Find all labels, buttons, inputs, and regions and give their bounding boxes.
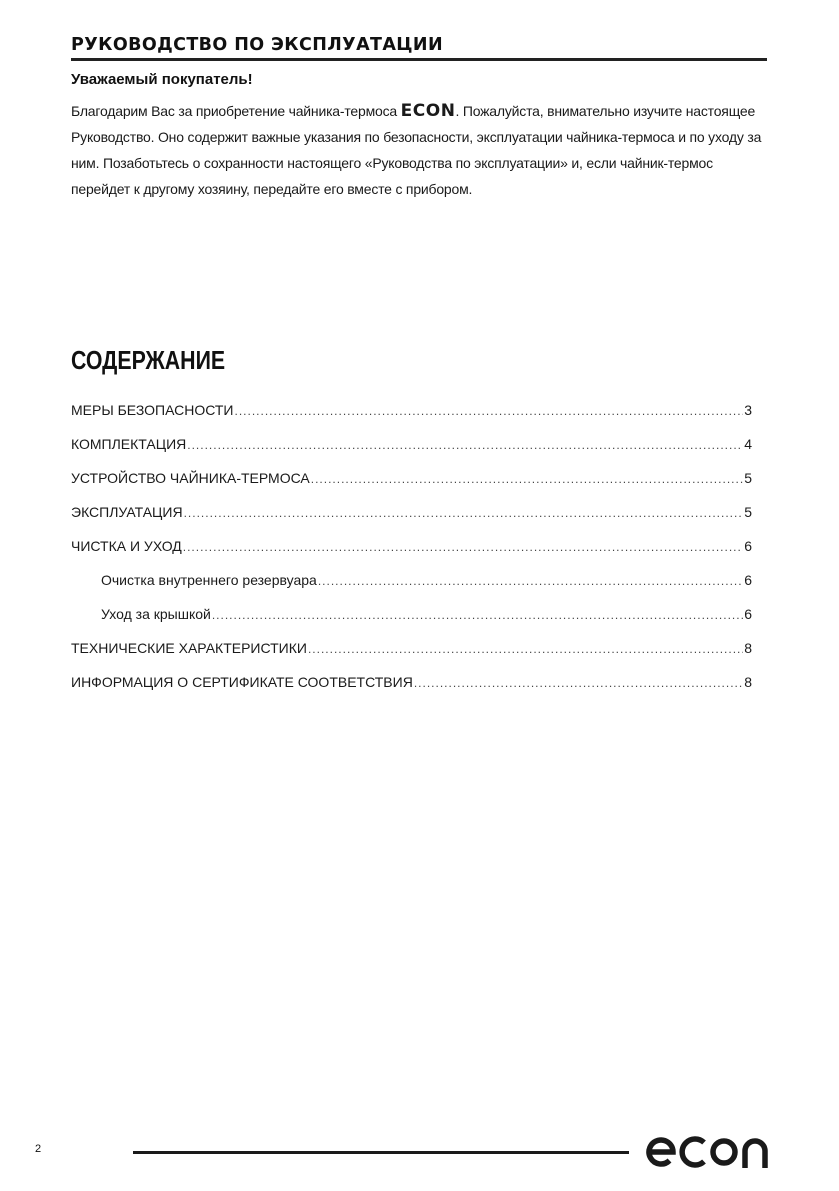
toc-leader-dots	[184, 503, 744, 523]
toc-item-safety[interactable]	[71, 400, 752, 434]
toc-item-page: 8	[744, 640, 752, 656]
toc-item-title: МЕРЫ БЕЗОПАСНОСТИ	[71, 402, 234, 418]
intro-text-end: . Пожалуйста, внимательно изучите настоящее Руководство. Оно содержит важные указания по безопасности, эксплуатации чайника-термоса и по уходу за ним. Позаботьтесь о сохранности настоящего «Руководства по эксплуатации» и, если чайник-термос перейдет к другому хозяину, передайте его вместе с прибором.	[71, 103, 762, 197]
toc-item-certificate[interactable]	[71, 672, 752, 706]
toc-item-cleaning[interactable]	[71, 536, 752, 570]
toc-item-reservoir-cleaning[interactable]	[71, 570, 752, 604]
toc-item-specifications[interactable]	[71, 638, 752, 672]
footer-divider	[133, 1151, 629, 1154]
toc-item-page: 6	[744, 538, 752, 554]
toc-item-operation[interactable]	[71, 502, 752, 536]
toc-leader-dots	[183, 537, 743, 557]
toc-item-title: ЭКСПЛУАТАЦИЯ	[71, 504, 183, 520]
toc-leader-dots	[187, 435, 743, 455]
toc-item-page: 6	[744, 572, 752, 588]
header-divider	[71, 58, 767, 61]
toc-leader-dots	[308, 639, 743, 659]
toc-leader-dots	[212, 605, 743, 625]
toc-item-page: 6	[744, 606, 752, 622]
brand-name: ECON	[400, 101, 456, 121]
page-number: 2	[35, 1143, 42, 1155]
toc-item-device[interactable]	[71, 468, 752, 502]
toc-leader-dots	[311, 469, 743, 489]
toc-item-title: УСТРОЙСТВО ЧАЙНИКА-ТЕРМОСА	[71, 470, 310, 486]
toc-item-title: Уход за крышкой	[101, 606, 211, 622]
toc-heading: СОДЕРЖАНИЕ	[71, 345, 226, 375]
toc-item-page: 8	[744, 674, 752, 690]
toc-leader-dots	[414, 673, 743, 693]
toc-item-lid-care[interactable]	[71, 604, 752, 638]
toc-item-page: 5	[744, 470, 752, 486]
toc-item-package[interactable]	[71, 434, 752, 468]
toc-item-page: 5	[744, 504, 752, 520]
table-of-contents	[71, 400, 752, 706]
toc-item-title: ТЕХНИЧЕСКИЕ ХАРАКТЕРИСТИКИ	[71, 640, 307, 656]
intro-text-start: Благодарим Вас за приобретение чайника-термоса	[71, 103, 401, 119]
intro-paragraph	[71, 98, 771, 202]
greeting: Уважаемый покупатель!	[71, 71, 253, 88]
toc-leader-dots	[235, 401, 744, 421]
toc-item-title: ЧИСТКА И УХОД	[71, 538, 182, 554]
toc-item-title: КОМПЛЕКТАЦИЯ	[71, 436, 187, 452]
toc-item-page: 3	[744, 402, 752, 418]
toc-item-page: 4	[744, 436, 752, 452]
toc-leader-dots	[318, 571, 743, 591]
econ-logo	[645, 1130, 770, 1170]
toc-item-title: Очистка внутреннего резервуара	[101, 572, 317, 588]
section-title: РУКОВОДСТВО ПО ЭКСПЛУАТАЦИИ	[71, 35, 444, 55]
toc-item-title: ИНФОРМАЦИЯ О СЕРТИФИКАТЕ СООТВЕТСТВИЯ	[71, 674, 413, 690]
